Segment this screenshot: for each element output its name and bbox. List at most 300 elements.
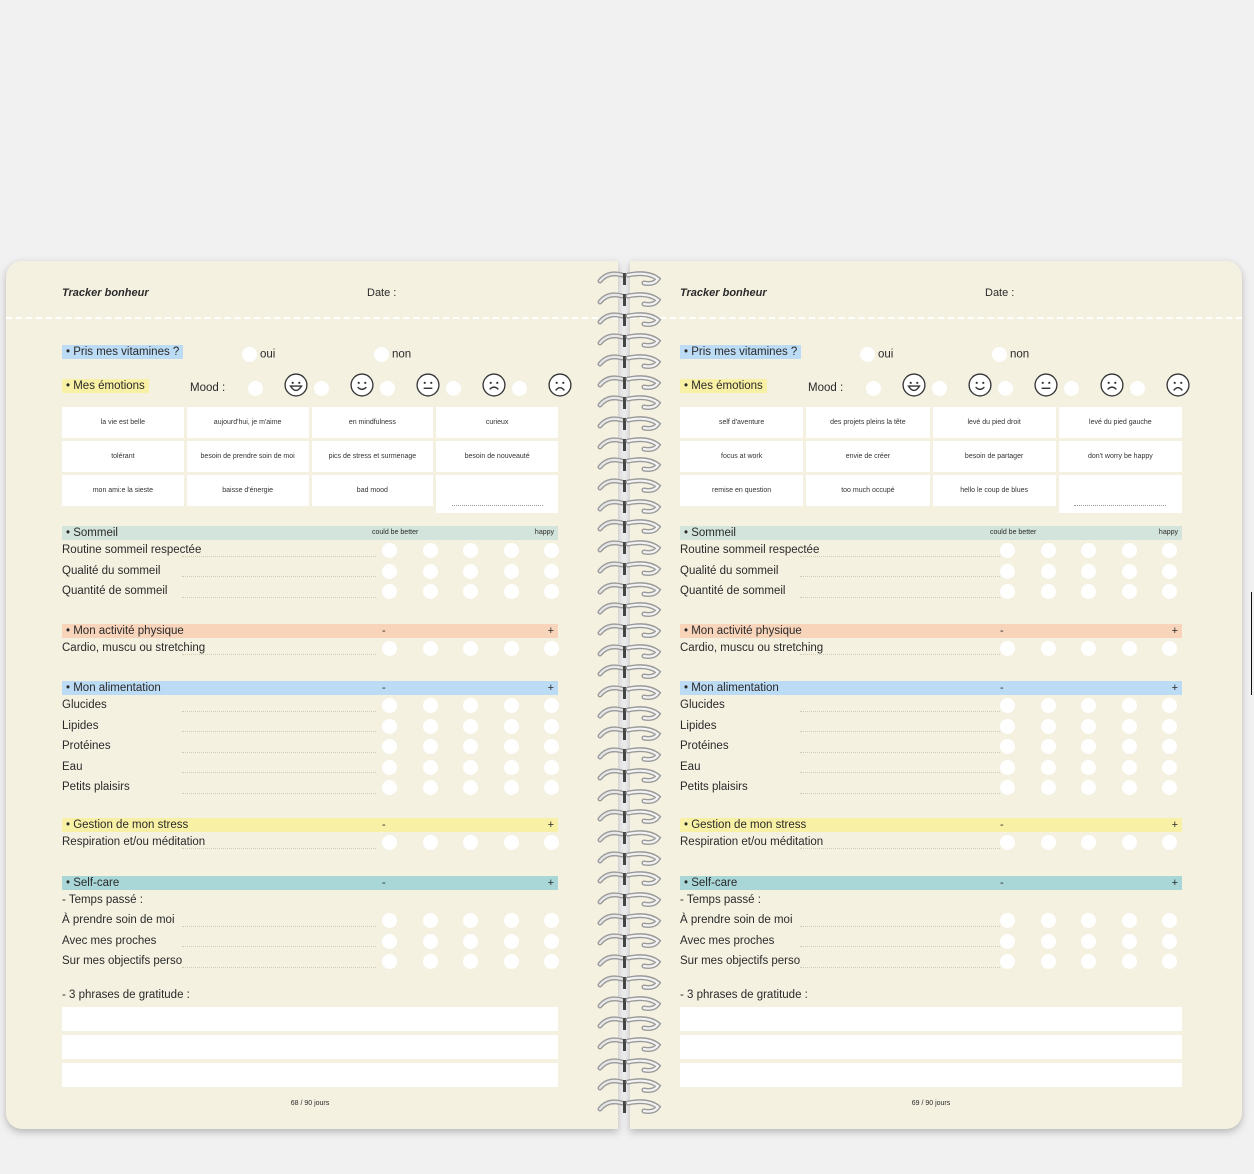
vitamins-section — [62, 345, 558, 365]
radio-dot[interactable] — [248, 381, 263, 396]
rating-dot[interactable] — [1122, 934, 1137, 949]
rating-dot[interactable] — [1162, 954, 1177, 969]
minus-label: - — [1000, 625, 1004, 637]
rating-dot[interactable] — [544, 641, 559, 656]
rating-dot[interactable] — [1162, 698, 1177, 713]
rating-dot[interactable] — [1122, 913, 1137, 928]
rating-row — [680, 832, 1182, 853]
vitamins-no-option[interactable] — [374, 347, 411, 362]
rating-dot[interactable] — [1000, 954, 1015, 969]
rating-dot[interactable] — [544, 564, 559, 579]
emotion-cell[interactable]: la vie est belle — [62, 407, 184, 438]
rating-row — [62, 757, 558, 778]
emotion-cell[interactable]: besoin de prendre soin de moi — [187, 441, 309, 472]
rating-row-label: À prendre soin de moi — [680, 914, 793, 926]
sleep-header — [680, 526, 1182, 540]
spiral-coil — [596, 497, 666, 517]
rating-dot[interactable] — [423, 719, 438, 734]
rating-dot[interactable] — [544, 954, 559, 969]
mood-calm-option[interactable] — [932, 373, 990, 399]
stress-label: • Gestion de mon stress — [66, 819, 189, 831]
sleep-header — [62, 526, 558, 540]
spiral-coil — [596, 724, 666, 744]
mood-sad-option[interactable] — [512, 373, 570, 399]
page-header — [62, 287, 558, 307]
radio-dot[interactable] — [860, 347, 875, 362]
blank-line — [452, 504, 543, 506]
vitamins-label: • Pris mes vitamines ? — [62, 345, 183, 359]
dotted-line — [800, 597, 1000, 598]
vitamins-yes-option[interactable] — [860, 347, 893, 362]
rating-dot[interactable] — [1122, 719, 1137, 734]
rating-dot[interactable] — [1081, 641, 1096, 656]
spiral-coil — [596, 352, 666, 372]
rating-dot[interactable] — [1162, 760, 1177, 775]
rating-dot[interactable] — [1041, 698, 1056, 713]
spiral-coil — [596, 517, 666, 537]
rating-dot[interactable] — [1041, 584, 1056, 599]
rating-row-label: À prendre soin de moi — [62, 914, 175, 926]
selfcare-section — [62, 876, 558, 972]
stress-section — [62, 818, 558, 853]
radio-dot[interactable] — [446, 381, 461, 396]
spiral-coil — [596, 973, 666, 993]
page-title: Tracker bonheur — [62, 287, 149, 299]
rating-dot[interactable] — [504, 780, 519, 795]
rating-dot[interactable] — [423, 760, 438, 775]
rating-dot[interactable] — [504, 543, 519, 558]
rating-dot[interactable] — [504, 584, 519, 599]
rating-dot[interactable] — [504, 698, 519, 713]
rating-dot[interactable] — [1081, 739, 1096, 754]
rating-dot[interactable] — [1122, 584, 1137, 599]
rating-row — [680, 638, 1182, 659]
rating-dot[interactable] — [423, 780, 438, 795]
rating-dot[interactable] — [1000, 543, 1015, 558]
dotted-line — [182, 848, 376, 849]
emotion-cell[interactable]: baisse d'énergie — [187, 475, 309, 506]
rating-dot[interactable] — [463, 543, 478, 558]
rating-dot[interactable] — [1081, 719, 1096, 734]
gratitude-boxes — [680, 1007, 1182, 1091]
emotion-cell[interactable]: envie de créer — [806, 441, 929, 472]
rating-dot[interactable] — [1162, 934, 1177, 949]
gratitude-input[interactable] — [62, 1007, 558, 1031]
rating-row-label: Cardio, muscu ou stretching — [680, 642, 824, 654]
rating-row-label: Cardio, muscu ou stretching — [62, 642, 206, 654]
rating-row-label: Respiration et/ou méditation — [62, 836, 206, 848]
emotion-cell[interactable]: focus at work — [680, 441, 803, 472]
rating-dot[interactable] — [544, 698, 559, 713]
rating-dot[interactable] — [1041, 760, 1056, 775]
spiral-coil — [596, 269, 666, 289]
emotion-cell[interactable]: bad mood — [312, 475, 434, 506]
rating-dot[interactable] — [1081, 835, 1096, 850]
rating-dot[interactable] — [1081, 954, 1096, 969]
rating-dot[interactable] — [1122, 698, 1137, 713]
dotted-line — [182, 556, 376, 557]
mood-neutral-option[interactable] — [998, 373, 1056, 399]
page-header — [680, 287, 1182, 307]
stress-header — [680, 818, 1182, 832]
rating-dot[interactable] — [382, 584, 397, 599]
rating-row — [62, 832, 558, 853]
rating-row — [680, 736, 1182, 757]
spiral-coil — [596, 849, 666, 869]
radio-dot[interactable] — [1064, 381, 1079, 396]
rating-dot[interactable] — [1122, 760, 1137, 775]
rating-dot[interactable] — [1081, 913, 1096, 928]
page-footer: 69 / 90 jours — [911, 1100, 951, 1107]
rating-dot[interactable] — [1000, 584, 1015, 599]
spiral-coil — [596, 455, 666, 475]
rating-dot[interactable] — [1041, 780, 1056, 795]
spiral-coil — [596, 580, 666, 600]
rating-dot[interactable] — [1162, 719, 1177, 734]
dotted-line — [800, 556, 1000, 557]
rating-dot[interactable] — [1041, 835, 1056, 850]
rating-row — [680, 695, 1182, 716]
dotted-line — [182, 597, 376, 598]
dotted-line — [800, 926, 1000, 927]
rating-dot[interactable] — [504, 641, 519, 656]
emotion-cell[interactable]: tolérant — [62, 441, 184, 472]
rating-dot[interactable] — [1000, 760, 1015, 775]
mood-neutral-option[interactable] — [380, 373, 438, 399]
dotted-line — [182, 967, 376, 968]
rating-dot[interactable] — [382, 719, 397, 734]
radio-dot[interactable] — [866, 381, 881, 396]
dotted-line — [182, 711, 376, 712]
plus-label: + — [1171, 819, 1178, 831]
rating-row-label: Protéines — [62, 740, 111, 752]
rating-dot[interactable] — [544, 760, 559, 775]
rating-dot[interactable] — [463, 934, 478, 949]
rating-dot[interactable] — [423, 641, 438, 656]
rating-dot[interactable] — [1000, 564, 1015, 579]
emotion-cell[interactable]: too much occupé — [806, 475, 929, 506]
stress-section — [680, 818, 1182, 853]
yes-label: oui — [260, 348, 276, 361]
rating-dot[interactable] — [1122, 543, 1137, 558]
rating-dot[interactable] — [382, 835, 397, 850]
rating-dot[interactable] — [504, 739, 519, 754]
rating-row-label: Avec mes proches — [680, 934, 775, 947]
rating-dot[interactable] — [1162, 543, 1177, 558]
rating-dot[interactable] — [463, 584, 478, 599]
rating-row-label: Respiration et/ou méditation — [680, 836, 824, 848]
rating-dot[interactable] — [423, 835, 438, 850]
emotion-cell[interactable]: hello le coup de blues — [933, 475, 1056, 506]
dotted-line — [800, 576, 1000, 577]
notebook — [6, 261, 1242, 1129]
rating-dot[interactable] — [504, 934, 519, 949]
rating-dot[interactable] — [544, 835, 559, 850]
rating-row-label: Protéines — [680, 740, 729, 752]
rating-dot[interactable] — [1162, 564, 1177, 579]
rating-dot[interactable] — [382, 954, 397, 969]
spiral-coil — [596, 766, 666, 786]
rating-dot[interactable] — [1000, 835, 1015, 850]
dotted-line — [800, 793, 1000, 794]
rating-dot[interactable] — [382, 698, 397, 713]
rating-dot[interactable] — [544, 543, 559, 558]
mood-angry-option[interactable] — [446, 373, 504, 399]
mood-sad-option[interactable] — [1130, 373, 1188, 399]
emotion-cell[interactable]: don't worry be happy — [1059, 441, 1182, 472]
rating-dot[interactable] — [463, 954, 478, 969]
rating-dot[interactable] — [504, 760, 519, 775]
rating-dot[interactable] — [382, 934, 397, 949]
gratitude-input[interactable] — [62, 1063, 558, 1087]
rating-dot[interactable] — [423, 954, 438, 969]
spiral-coil — [596, 869, 666, 889]
rating-dot[interactable] — [463, 835, 478, 850]
rating-dot[interactable] — [1000, 698, 1015, 713]
stress-header — [62, 818, 558, 832]
page-footer: 68 / 90 jours — [290, 1100, 330, 1107]
spiral-coil — [596, 1035, 666, 1055]
rating-dot[interactable] — [1122, 564, 1137, 579]
sleep-label: • Sommeil — [684, 527, 736, 539]
rating-dot[interactable] — [504, 913, 519, 928]
plus-label: + — [547, 625, 554, 637]
rating-dot[interactable] — [1000, 934, 1015, 949]
radio-dot[interactable] — [374, 347, 389, 362]
spiral-coil — [596, 414, 666, 434]
rating-dot[interactable] — [463, 780, 478, 795]
minus-label: - — [382, 625, 386, 637]
no-label: non — [1010, 348, 1030, 361]
rating-dot[interactable] — [1162, 780, 1177, 795]
vitamins-yes-option[interactable] — [242, 347, 275, 362]
mood-happy-option[interactable] — [248, 373, 306, 399]
rating-dot[interactable] — [382, 780, 397, 795]
emotion-cell-blank[interactable] — [1059, 475, 1182, 513]
rating-dot[interactable] — [382, 739, 397, 754]
rating-dot[interactable] — [423, 698, 438, 713]
plus-label: + — [1171, 877, 1178, 889]
spiral-coil — [596, 807, 666, 827]
vitamins-no-option[interactable] — [992, 347, 1029, 362]
spiral-coil — [596, 476, 666, 496]
scale-low-label: could be better — [372, 529, 419, 536]
rating-row-label: Quantité de sommeil — [62, 585, 168, 597]
rating-dot[interactable] — [463, 719, 478, 734]
rating-dot[interactable] — [544, 584, 559, 599]
spiral-coil — [596, 621, 666, 641]
rating-dot[interactable] — [1162, 641, 1177, 656]
radio-dot[interactable] — [314, 381, 329, 396]
rating-dot[interactable] — [1081, 934, 1096, 949]
rating-dot[interactable] — [463, 564, 478, 579]
rating-dot[interactable] — [463, 641, 478, 656]
gratitude-input[interactable] — [680, 1007, 1182, 1031]
emotion-cell[interactable]: aujourd'hui, je m'aime — [187, 407, 309, 438]
rating-row — [62, 910, 558, 931]
rating-row — [680, 777, 1182, 798]
right-page — [630, 261, 1242, 1129]
rating-dot[interactable] — [1041, 564, 1056, 579]
emotions-section — [680, 373, 1182, 401]
mood-calm-option[interactable] — [314, 373, 372, 399]
rating-dot[interactable] — [1000, 641, 1015, 656]
rating-dot[interactable] — [1081, 543, 1096, 558]
gratitude-input[interactable] — [62, 1035, 558, 1059]
spiral-coil — [596, 538, 666, 558]
emotion-cell[interactable]: mon ami:e la sieste — [62, 475, 184, 506]
rating-dot[interactable] — [382, 543, 397, 558]
rating-row — [680, 757, 1182, 778]
rating-dot[interactable] — [1000, 780, 1015, 795]
rating-row — [62, 581, 558, 602]
rating-dot[interactable] — [423, 564, 438, 579]
minus-label: - — [1000, 682, 1004, 694]
rating-dot[interactable] — [1041, 719, 1056, 734]
rating-dot[interactable] — [423, 739, 438, 754]
rating-dot[interactable] — [382, 760, 397, 775]
dotted-line — [800, 946, 1000, 947]
emotion-cell[interactable]: curieux — [436, 407, 558, 438]
rating-dot[interactable] — [1041, 543, 1056, 558]
dotted-line — [182, 946, 376, 947]
emotion-cell[interactable]: remise en question — [680, 475, 803, 506]
page-title: Tracker bonheur — [680, 287, 767, 299]
dotted-line — [182, 752, 376, 753]
emotions-label: • Mes émotions — [680, 379, 767, 393]
rating-dot[interactable] — [544, 913, 559, 928]
emotion-cell[interactable]: besoin de partager — [933, 441, 1056, 472]
spiral-coil — [596, 1097, 666, 1117]
rating-dot[interactable] — [1162, 835, 1177, 850]
rating-dot[interactable] — [1041, 641, 1056, 656]
minus-label: - — [1000, 819, 1004, 831]
scale-high-label: happy — [1158, 529, 1178, 536]
rating-dot[interactable] — [382, 913, 397, 928]
emotion-cell[interactable]: besoin de nouveauté — [436, 441, 558, 472]
rating-dot[interactable] — [1000, 913, 1015, 928]
rating-dot[interactable] — [544, 780, 559, 795]
rating-dot[interactable] — [1081, 584, 1096, 599]
rating-dot[interactable] — [463, 913, 478, 928]
rating-dot[interactable] — [504, 954, 519, 969]
radio-dot[interactable] — [932, 381, 947, 396]
spiral-coil — [596, 704, 666, 724]
rating-dot[interactable] — [504, 564, 519, 579]
rating-dot[interactable] — [1162, 739, 1177, 754]
minus-label: - — [382, 877, 386, 889]
dotted-line — [800, 848, 1000, 849]
radio-dot[interactable] — [998, 381, 1013, 396]
rating-dot[interactable] — [423, 543, 438, 558]
rating-dot[interactable] — [1041, 934, 1056, 949]
rating-row — [62, 736, 558, 757]
gratitude-boxes — [62, 1007, 558, 1091]
rating-dot[interactable] — [1122, 780, 1137, 795]
plus-label: + — [547, 819, 554, 831]
gratitude-input[interactable] — [680, 1063, 1182, 1087]
date-label: Date : — [985, 287, 1015, 299]
emotion-cell[interactable]: self d'aventure — [680, 407, 803, 438]
emotion-cell[interactable]: pics de stress et surmenage — [312, 441, 434, 472]
rating-dot[interactable] — [423, 934, 438, 949]
rating-dot[interactable] — [1000, 739, 1015, 754]
radio-dot[interactable] — [242, 347, 257, 362]
rating-dot[interactable] — [1122, 739, 1137, 754]
emotion-cell[interactable]: des projets pleins la tête — [806, 407, 929, 438]
emotion-cell-blank[interactable] — [436, 475, 558, 513]
emotion-cell[interactable]: levé du pied droit — [933, 407, 1056, 438]
mood-angry-option[interactable] — [1064, 373, 1122, 399]
mood-happy-option[interactable] — [866, 373, 924, 399]
rating-dot[interactable] — [463, 739, 478, 754]
radio-dot[interactable] — [512, 381, 527, 396]
rating-row — [62, 716, 558, 737]
rating-row — [62, 777, 558, 798]
rating-row-label: Glucides — [62, 699, 107, 711]
rating-dot[interactable] — [463, 760, 478, 775]
rating-dot[interactable] — [1122, 835, 1137, 850]
scale-high-label: happy — [534, 529, 554, 536]
dotted-line — [182, 731, 376, 732]
rating-dot[interactable] — [504, 835, 519, 850]
rating-dot[interactable] — [1081, 780, 1096, 795]
rating-dot[interactable] — [1041, 739, 1056, 754]
activity-section — [680, 624, 1182, 659]
rating-row — [680, 951, 1182, 972]
spiral-coil — [596, 559, 666, 579]
rating-dot[interactable] — [1000, 719, 1015, 734]
rating-dot[interactable] — [463, 698, 478, 713]
rating-row — [62, 540, 558, 561]
rating-dot[interactable] — [1081, 760, 1096, 775]
time-spent-label: - Temps passé : — [680, 894, 761, 906]
rating-dot[interactable] — [1122, 954, 1137, 969]
dotted-line — [182, 926, 376, 927]
gratitude-input[interactable] — [680, 1035, 1182, 1059]
rating-dot[interactable] — [382, 564, 397, 579]
activity-header — [680, 624, 1182, 638]
dotted-line — [182, 772, 376, 773]
rating-dot[interactable] — [1041, 954, 1056, 969]
emotions-label: • Mes émotions — [62, 379, 149, 393]
radio-dot[interactable] — [992, 347, 1007, 362]
radio-dot[interactable] — [1130, 381, 1145, 396]
emotion-cell[interactable]: levé du pied gauche — [1059, 407, 1182, 438]
rating-dot[interactable] — [1162, 913, 1177, 928]
rating-dot[interactable] — [382, 641, 397, 656]
minus-label: - — [382, 682, 386, 694]
rating-dot[interactable] — [1081, 564, 1096, 579]
rating-dot[interactable] — [544, 934, 559, 949]
yes-label: oui — [878, 348, 894, 361]
spiral-coil — [596, 290, 666, 310]
rating-dot[interactable] — [504, 719, 519, 734]
rating-dot[interactable] — [1081, 698, 1096, 713]
rating-dot[interactable] — [1162, 584, 1177, 599]
rating-dot[interactable] — [1122, 641, 1137, 656]
rating-dot[interactable] — [544, 739, 559, 754]
sleep-section — [62, 526, 558, 602]
emotion-cell[interactable]: en mindfulness — [312, 407, 434, 438]
radio-dot[interactable] — [380, 381, 395, 396]
rating-dot[interactable] — [423, 913, 438, 928]
rating-dot[interactable] — [1041, 913, 1056, 928]
rating-dot[interactable] — [544, 719, 559, 734]
dotted-line — [182, 576, 376, 577]
rating-dot[interactable] — [423, 584, 438, 599]
minus-label: - — [382, 819, 386, 831]
